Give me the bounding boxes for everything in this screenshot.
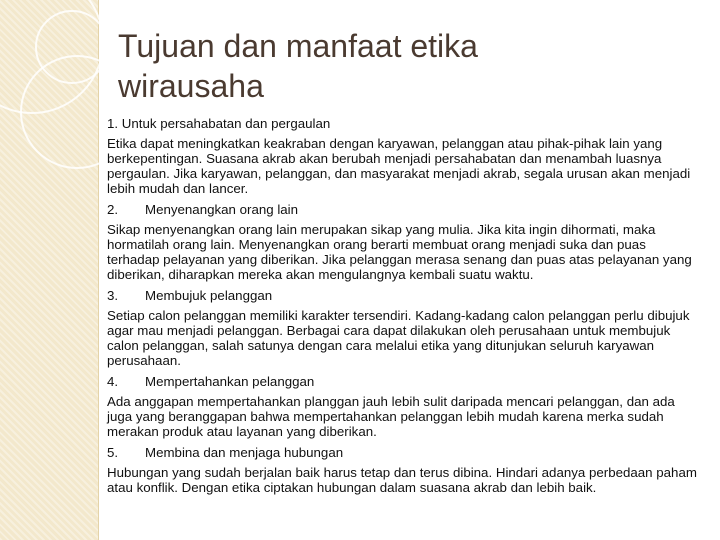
item-1-body: Etika dapat meningkatkan keakraban dengan karyawan, pelanggan atau pihak-pihak lain yang berkepentingan. Suasana akrab akan berubah menjadi persahabatan dan menambah luasnya pergaulan. Jika karyawan, pelanggan, dan masyarakat menjadi akrab, segala urusan akan menjadi lebih mudah dan lancer. xyxy=(107,136,691,196)
decorative-circle xyxy=(35,10,109,84)
item-3-heading xyxy=(107,288,702,303)
item-4-body: Ada anggapan mempertahankan planggan jauh lebih sulit daripada mencari pelanggan, dan ada juga yang beranggapan bahwa mempertahankan pelanggan lebih mudah karena merka sudah merakan produk atau layanan yang diberikan. xyxy=(107,394,675,439)
item-4-number: 4. xyxy=(107,374,119,389)
item-1-heading xyxy=(107,116,702,131)
item-2-body: Sikap menyenangkan orang lain merupakan sikap yang mulia. Jika kita ingin dihormati, maka hormatilah orang lain. Menyenangkan orang berarti membuat orang menjadi suka dan puas terhadap pelayanan yang diberikan. Jika pelanggan merasa senang dan puas atas pelayanan yang diberikan, diharapkan mereka akan mengulangnya kembali suatu waktu. xyxy=(107,222,692,282)
item-5-body: Hubungan yang sudah berjalan baik harus tetap dan terus dibina. Hindari adanya perbedaan paham atau konflik. Dengan etika ciptakan hubungan dalam suasana akrab dan lebih baik. xyxy=(107,465,697,495)
item-3-body: Setiap calon pelanggan memiliki karakter tersendiri. Kadang-kadang calon pelanggan perlu dibujuk agar mau menjadi pelanggan. Berbagai cara dapat dilakukan oleh perusahaan untuk membujuk calon pelanggan, salah satunya dengan cara melalui etika yang ditunjukan seluruh karyawan perusahaan. xyxy=(107,308,690,368)
item-3-heading-text: Membujuk pelanggan xyxy=(145,288,273,303)
item-3-number: 3. xyxy=(107,288,119,303)
item-2-heading xyxy=(107,202,702,217)
item-5-heading xyxy=(107,445,702,460)
decorative-side-band xyxy=(0,0,99,540)
slide-title xyxy=(118,26,678,106)
item-5-heading-text: Membina dan menjaga hubungan xyxy=(145,445,344,460)
slide-content xyxy=(107,116,702,501)
item-4-heading-text: Mempertahankan pelanggan xyxy=(145,374,315,389)
item-1-heading-text: 1. Untuk persahabatan dan pergaulan xyxy=(107,116,331,131)
item-2-heading-text: Menyenangkan orang lain xyxy=(145,202,299,217)
item-5-number: 5. xyxy=(107,445,119,460)
item-4-heading xyxy=(107,374,702,389)
item-2-number: 2. xyxy=(107,202,119,217)
slide-title-line-1: Tujuan dan manfaat etika xyxy=(118,28,478,64)
slide-title-line-2: wirausaha xyxy=(118,68,264,104)
